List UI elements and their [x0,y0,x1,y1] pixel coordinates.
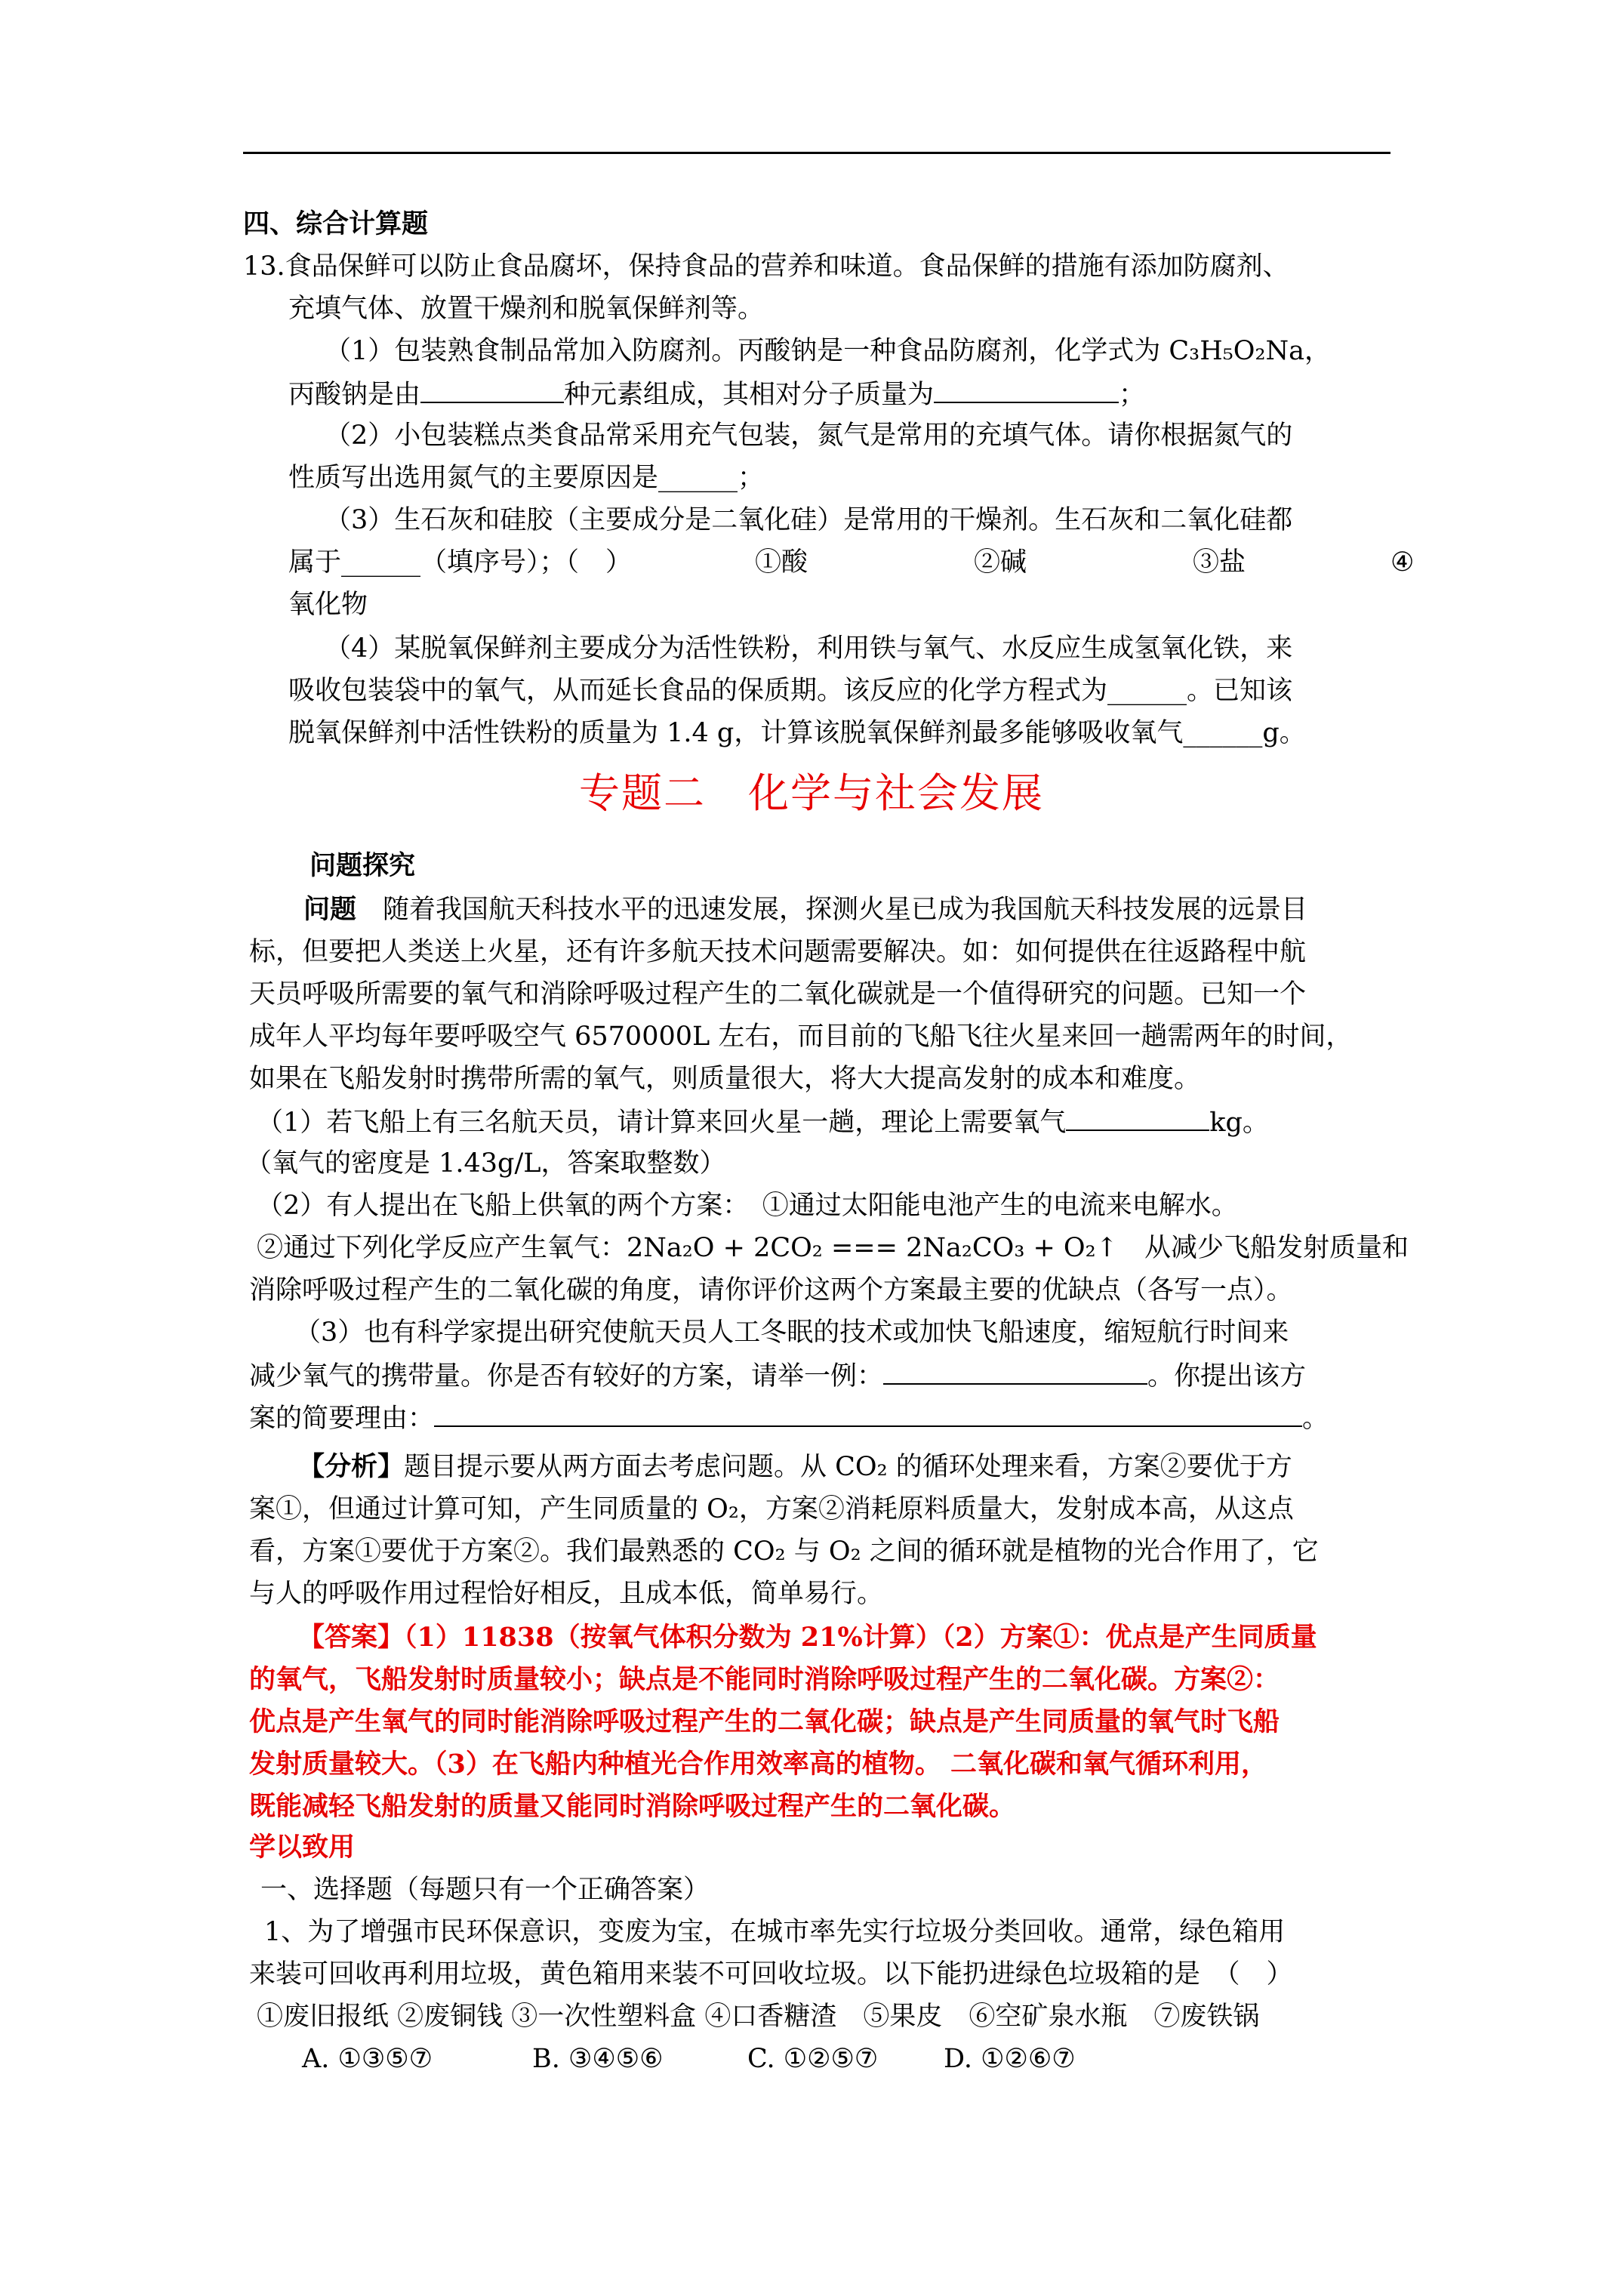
option-a[interactable]: A. ①③⑤⑦ [302,2044,433,2074]
sub3-text-a: 减少氧气的携带量。你是否有较好的方案，请举一例： [249,1361,884,1391]
sub2-line3: 消除呼吸过程产生的二氧化碳的角度，请你评价这两个方案最主要的优缺点（各写一点）。 [249,1275,1293,1305]
answer-blank[interactable] [420,376,564,403]
topic-title: 专题二 化学与社会发展 [579,769,1044,817]
question-line4: 成年人平均每年要呼吸空气 6570000L 左右，而目前的飞船飞往火星来回一趟需两年的时间， [249,1022,1353,1052]
sub3-text-b: 。你提出该方 [1147,1361,1307,1391]
sub3-text-c: 案的简要理由： [249,1404,435,1434]
section4-heading: 四、综合计算题 [243,208,429,239]
answer-line3: 优点是产生氧气的同时能消除呼吸过程产生的二氧化碳；缺点是产生同质量的氧气时飞船 [249,1706,1280,1737]
analysis-text1: 题目提示要从两方面去考虑问题。从 CO₂ 的循环处理来看，方案②要优于方 [404,1452,1292,1482]
option-c[interactable]: C. ①②⑤⑦ [747,2044,879,2074]
q13-part2-line2: 性质写出选用氮气的主要原因是______； [288,463,765,493]
analysis-label: 【分析】 [298,1451,405,1482]
sub3-line3 [249,1400,1329,1436]
sub2-line1: （2）有人提出在飞船上供氧的两个方案： ①通过太阳能电池产生的电流来电解水。 [257,1191,1238,1221]
analysis-line4: 与人的呼吸作用过程恰好相反，且成本低，简单易行。 [249,1579,884,1609]
q1-line1: 1、为了增强市民环保意识，变废为宝，在城市率先实行垃圾分类回收。通常，绿色箱用 [264,1917,1286,1947]
q13-part4-line1: （4）某脱氧保鲜剂主要成分为活性铁粉，利用铁与氧气、水反应生成氢氧化铁，来 [325,633,1293,664]
sub3-text-d: 。 [1302,1404,1329,1434]
q13-line1: 13.食品保鲜可以防止食品腐坏，保持食品的营养和味道。食品保鲜的措施有添加防腐剂、 [243,251,1289,282]
answer-blank[interactable] [434,1400,1302,1427]
q13-part4-line2: 吸收包装袋中的氧气，从而延长食品的保质期。该反应的化学方程式为______。已知该 [288,676,1293,706]
q13-part3-line1: （3）生石灰和硅胶（主要成分是二氧化硅）是常用的干燥剂。生石灰和二氧化硅都 [325,505,1293,535]
sub2-line2: ②通过下列化学反应产生氧气：2Na₂O + 2CO₂ === 2Na₂CO₃ + O₂↑ 从减少飞船发射质量和 [257,1233,1409,1263]
option-base: ②碱 [974,547,1027,578]
question-line3: 天员呼吸所需要的氧气和消除呼吸过程产生的二氧化碳就是一个值得研究的问题。已知一个 [249,979,1307,1009]
analysis-line1 [298,1450,1292,1484]
answer-blank[interactable] [934,376,1119,403]
option-d[interactable]: D. ①②⑥⑦ [944,2044,1076,2074]
header-rule [243,152,1390,154]
q13-part1-line2 [288,376,1145,412]
q13-part1-text-a: 丙酸钠是由 [288,380,421,410]
q13-part3-line3: 氧化物 [288,590,368,620]
sub1-text-a: （1）若飞船上有三名航天员，请计算来回火星一趟，理论上需要氧气 [257,1108,1067,1138]
answer-line2: 的氧气，飞船发射时质量较小；缺点是不能同时消除呼吸过程产生的二氧化碳。方案②： [249,1664,1280,1695]
question-text1: 随着我国航天科技水平的迅速发展，探测火星已成为我国航天科技发展的远景目 [383,895,1308,925]
q1-line2: 来装可回收再利用垃圾，黄色箱用来装不可回收垃圾。以下能扔进绿色垃圾箱的是 （ ） [249,1959,1293,1989]
q13-part1-line1: （1）包装熟食制品常加入防腐剂。丙酸钠是一种食品防腐剂，化学式为 C₃H₅O₂Na， [325,336,1331,366]
question-line2: 标，但要把人类送上火星，还有许多航天技术问题需要解决。如：如何提供在往返路程中航 [249,937,1307,967]
q13-line2: 充填气体、放置干燥剂和脱氧保鲜剂等。 [288,294,765,324]
option-acid: ①酸 [755,547,808,578]
q1-items: ①废旧报纸 ②废铜钱 ③一次性塑料盒 ④口香糖渣 ⑤果皮 ⑥空矿泉水瓶 ⑦废铁锅 [257,2002,1260,2032]
option-b[interactable]: B. ③④⑤⑥ [532,2044,664,2074]
sub1-line2: （氧气的密度是 1.43g/L，答案取整数） [245,1148,726,1179]
q13-part3-line2: 属于______（填序号）；（ ） [288,547,633,578]
practice-subheading: 一、选择题（每题只有一个正确答案） [260,1875,710,1905]
question-line5: 如果在飞船发射时携带所需的氧气，则质量很大，将大大提高发射的成本和难度。 [249,1064,1201,1094]
answer-blank[interactable] [883,1358,1147,1385]
analysis-line3: 看，方案①要优于方案②。我们最熟悉的 CO₂ 与 O₂ 之间的循环就是植物的光合作用了，它 [249,1536,1319,1567]
q13-part1-text-b: 种元素组成，其相对分子质量为 [564,380,935,410]
q13-part4-line3: 脱氧保鲜剂中活性铁粉的质量为 1.4 g，计算该脱氧保鲜剂最多能够吸收氧气______g。 [288,718,1306,748]
option-salt: ③盐 [1193,547,1246,578]
option-oxide-number: ④ [1390,547,1415,578]
sub1-line1 [257,1104,1269,1140]
inquiry-heading: 问题探究 [310,850,416,881]
practice-heading: 学以致用 [249,1832,356,1863]
sub1-text-b: kg。 [1209,1108,1269,1138]
sub3-line1: （3）也有科学家提出研究使航天员人工冬眠的技术或加快飞船速度，缩短航行时间来 [294,1318,1289,1348]
question-line1 [303,892,1307,927]
q13-part1-text-c: ； [1119,380,1146,410]
question-label: 问题 [303,894,357,925]
answer-blank[interactable] [1066,1104,1209,1131]
analysis-line2: 案①，但通过计算可知，产生同质量的 O₂，方案②消耗原料质量大，发射成本高，从这点 [249,1494,1294,1524]
sub3-line2 [249,1358,1306,1394]
answer-line1: 【答案】（1）11838（按氧气体积分数为 21%计算）（2）方案①：优点是产生同质量 [298,1622,1317,1653]
q13-part2-line1: （2）小包装糕点类食品常采用充气包装，氮气是常用的充填气体。请你根据氮气的 [325,421,1293,451]
answer-line5: 既能减轻飞船发射的质量又能同时消除呼吸过程产生的二氧化碳。 [249,1791,1016,1822]
answer-line4: 发射质量较大。（3）在飞船内种植光合作用效率高的植物。 二氧化碳和氧气循环利用， [249,1749,1268,1780]
